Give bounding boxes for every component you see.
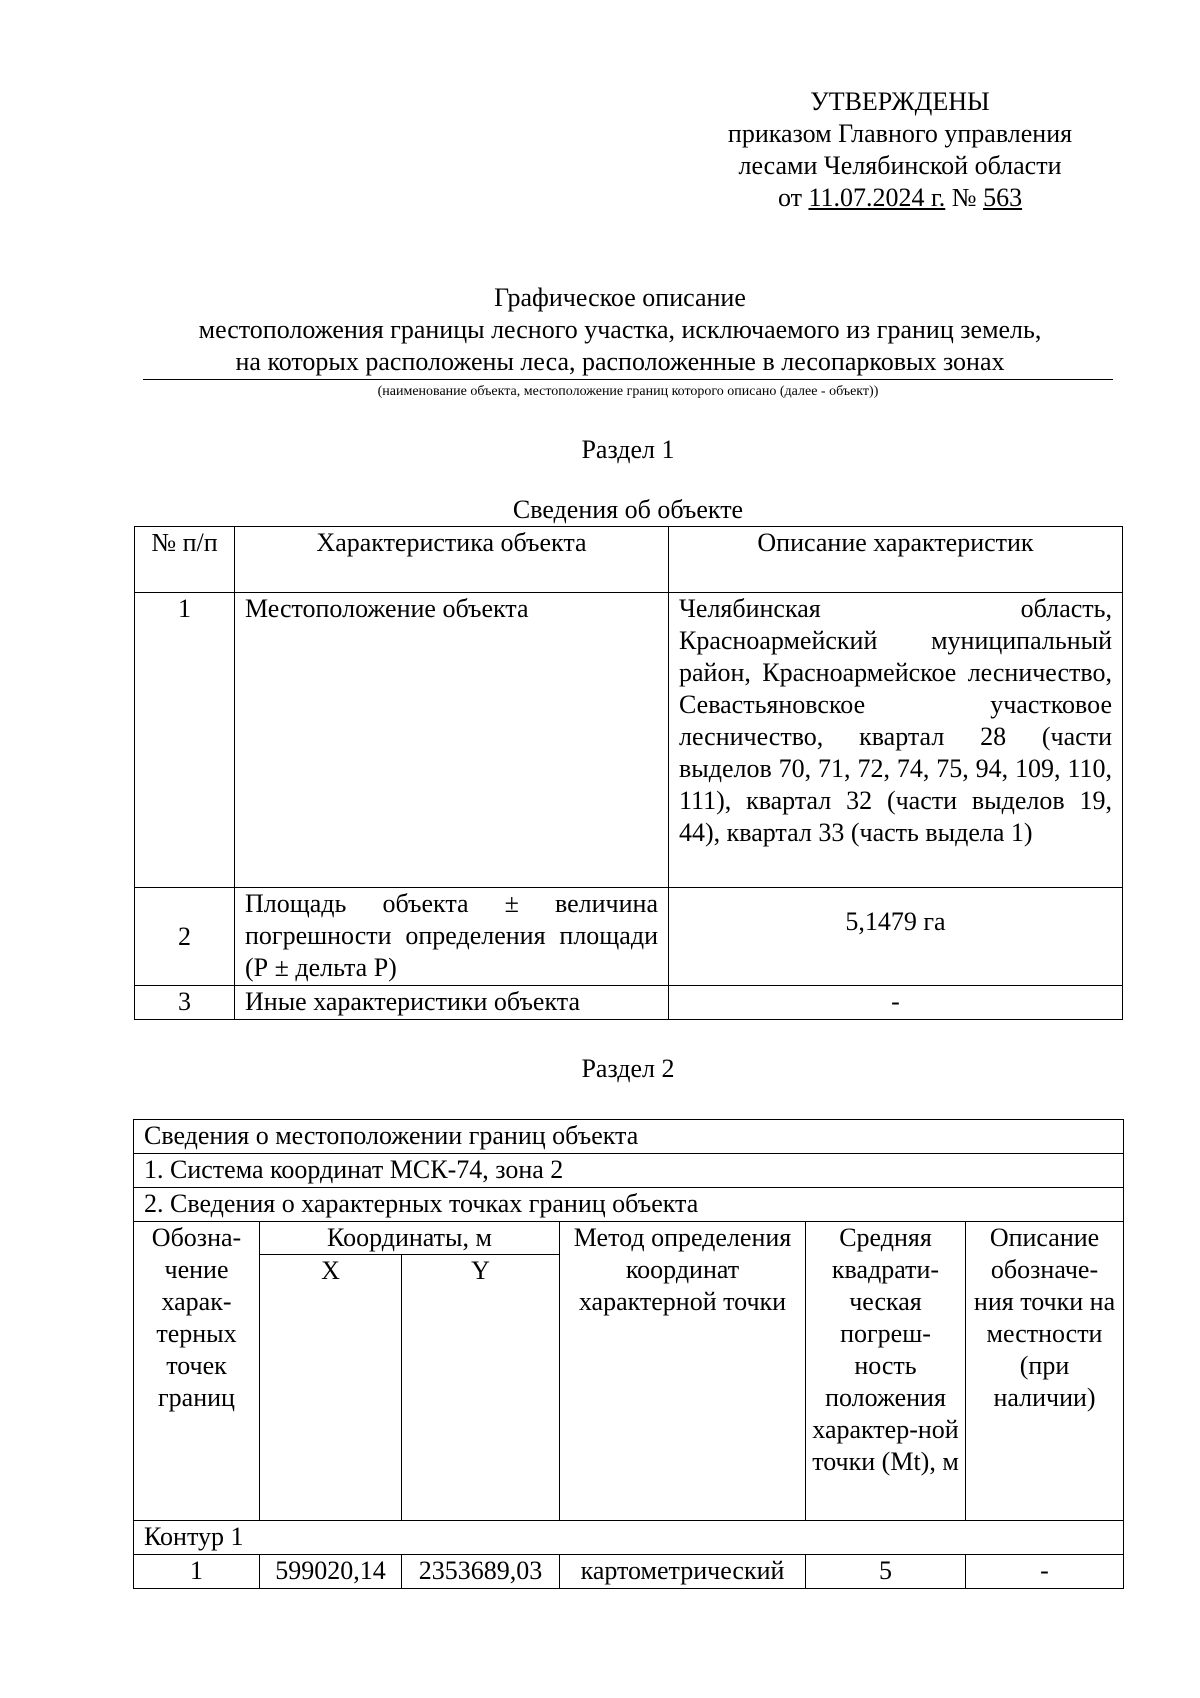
boundary-points-table bbox=[133, 1119, 1124, 1589]
boundary-info-title: Сведения о местоположении границ объекта bbox=[134, 1120, 1124, 1154]
row-characteristic: Иные характеристики объекта bbox=[235, 986, 669, 1020]
table-row bbox=[135, 986, 1123, 1020]
row-num: 3 bbox=[135, 986, 235, 1020]
title-line-3: на которых расположены леса, расположенные в лесопарковых зонах bbox=[235, 347, 1005, 376]
table-title-row bbox=[134, 1120, 1124, 1154]
title-line-1: Графическое описание bbox=[494, 283, 746, 312]
title-caption: (наименование объекта, местоположение границ которого описано (далее - объект)) bbox=[377, 384, 879, 399]
table-header-row bbox=[135, 527, 1123, 593]
approval-number: 563 bbox=[983, 183, 1023, 212]
coord-system-row bbox=[134, 1154, 1124, 1188]
points-title: 2. Сведения о характерных точках границ объекта bbox=[134, 1188, 1124, 1222]
approval-heading: УТВЕРЖДЕНЫ bbox=[810, 87, 990, 116]
section-2-heading: Раздел 2 bbox=[581, 1054, 675, 1083]
row-num: 2 bbox=[135, 888, 235, 986]
table-row bbox=[134, 1555, 1124, 1589]
point-number: 1 bbox=[134, 1555, 260, 1589]
section-1-subheading: Сведения об объекте bbox=[512, 495, 744, 524]
table-row bbox=[135, 888, 1123, 986]
section-1-heading: Раздел 1 bbox=[581, 435, 675, 464]
row-description: Челябинская область, Красноармейский муниципальный район, Красноармейское лесничество, Севастьяновское участковое лесничество, квартал 28 (части выделов 70, 71, 72, 74, 75, 94, 109, 110, 111), квартал 32 (части выделов 19, 44), квартал 33 (часть выдела 1) bbox=[669, 593, 1123, 888]
title-underline bbox=[143, 379, 1113, 380]
point-x: 599020,14 bbox=[260, 1555, 402, 1589]
header-num: № п/п bbox=[135, 527, 235, 593]
header-y: Y bbox=[402, 1255, 560, 1521]
header-error: Средняя квадрати-ческая погреш-ность положения характер-ной точки (Mt), м bbox=[806, 1222, 966, 1521]
header-place: Описание обозначе-ния точки на местности (при наличии) bbox=[966, 1222, 1124, 1521]
approval-date-line bbox=[690, 182, 1110, 214]
document-title bbox=[130, 282, 1110, 378]
object-info-table bbox=[134, 526, 1123, 1020]
row-characteristic: Площадь объекта ± величина погрешности определения площади (Р ± дельта Р) bbox=[235, 888, 669, 986]
approval-number-prefix: № bbox=[951, 183, 977, 212]
approval-block bbox=[690, 86, 1110, 214]
approval-authority: лесами Челябинской области bbox=[738, 151, 1062, 180]
row-num: 1 bbox=[135, 593, 235, 888]
contour-row bbox=[134, 1521, 1124, 1555]
title-line-2: местоположения границы лесного участка, исключаемого из границ земель, bbox=[198, 315, 1042, 344]
approval-order: приказом Главного управления bbox=[727, 119, 1073, 148]
row-description: - bbox=[669, 986, 1123, 1020]
point-place: - bbox=[966, 1555, 1124, 1589]
row-description: 5,1479 га bbox=[669, 888, 1123, 986]
header-designation: Обозна-чение харак-терных точек границ bbox=[134, 1222, 260, 1521]
approval-date: 11.07.2024 г. bbox=[808, 183, 946, 212]
point-method: картометрический bbox=[560, 1555, 806, 1589]
header-characteristic: Характеристика объекта bbox=[235, 527, 669, 593]
header-description: Описание характеристик bbox=[669, 527, 1123, 593]
points-title-row bbox=[134, 1188, 1124, 1222]
coord-system: 1. Система координат МСК-74, зона 2 bbox=[134, 1154, 1124, 1188]
point-error: 5 bbox=[806, 1555, 966, 1589]
table-header-row bbox=[134, 1222, 1124, 1255]
row-characteristic: Местоположение объекта bbox=[235, 593, 669, 888]
header-coordinates: Координаты, м bbox=[260, 1222, 560, 1255]
point-y: 2353689,03 bbox=[402, 1555, 560, 1589]
header-x: X bbox=[260, 1255, 402, 1521]
table-row bbox=[135, 593, 1123, 888]
approval-date-prefix: от bbox=[777, 183, 802, 212]
contour-label: Контур 1 bbox=[134, 1521, 1124, 1555]
header-method: Метод определения координат характерной точки bbox=[560, 1222, 806, 1521]
